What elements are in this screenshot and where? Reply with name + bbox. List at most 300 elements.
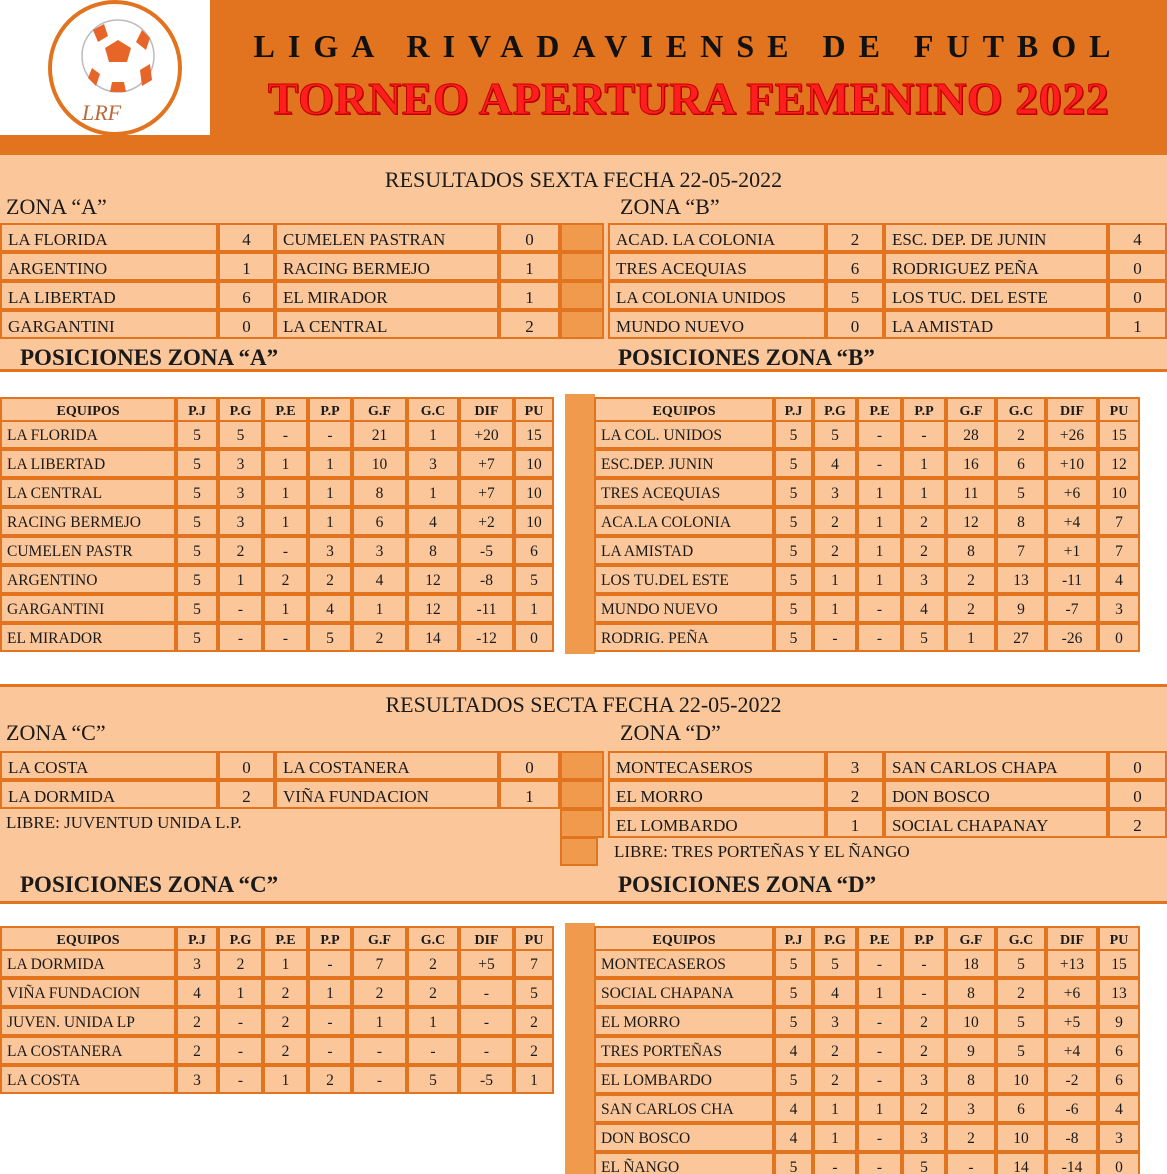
stat-cell: 1 xyxy=(857,507,902,536)
stat-cell: 1 xyxy=(407,1007,459,1036)
stat-cell: 2 xyxy=(946,565,996,594)
stat-cell: 1 xyxy=(813,1123,857,1152)
stat-cell: 12 xyxy=(407,594,459,623)
away-team: RACING BERMEJO xyxy=(275,252,499,281)
stat-cell: 14 xyxy=(996,1152,1046,1174)
team-name: LOS TU.DEL ESTE xyxy=(594,565,774,594)
stat-cell: - xyxy=(857,949,902,978)
stat-cell: 2 xyxy=(263,978,308,1007)
team-name: RACING BERMEJO xyxy=(0,507,176,536)
team-name: SAN CARLOS CHA xyxy=(594,1094,774,1123)
home-team: TRES ACEQUIAS xyxy=(608,252,826,281)
stat-cell: 4 xyxy=(774,1094,813,1123)
stat-cell: 12 xyxy=(1098,449,1140,478)
away-team: LOS TUC. DEL ESTE xyxy=(884,281,1108,310)
stat-cell: 1 xyxy=(352,1007,407,1036)
stat-cell: 1 xyxy=(857,978,902,1007)
stat-cell: 1 xyxy=(308,478,352,507)
column-header: DIF xyxy=(1046,926,1098,951)
column-header: PU xyxy=(514,926,554,951)
away-team: RODRIGUEZ PEÑA xyxy=(884,252,1108,281)
stat-cell: 4 xyxy=(813,978,857,1007)
stat-cell: -14 xyxy=(1046,1152,1098,1174)
column-header: PU xyxy=(1098,397,1140,422)
column-header: P.E xyxy=(263,397,308,422)
stat-cell: 2 xyxy=(352,978,407,1007)
stat-cell: +5 xyxy=(1046,1007,1098,1036)
stat-cell: +4 xyxy=(1046,1036,1098,1065)
stat-cell: - xyxy=(218,594,263,623)
stat-cell: 3 xyxy=(813,478,857,507)
team-name: ACA.LA COLONIA xyxy=(594,507,774,536)
stat-cell: 3 xyxy=(902,1123,946,1152)
column-header: P.G xyxy=(218,926,263,951)
stat-cell: 2 xyxy=(218,949,263,978)
home-team: EL MORRO xyxy=(608,780,826,809)
stat-cell: 5 xyxy=(514,978,554,1007)
home-team: ARGENTINO xyxy=(0,252,218,281)
stat-cell: 5 xyxy=(774,478,813,507)
stat-cell: 9 xyxy=(946,1036,996,1065)
team-name: LA COSTA xyxy=(0,1065,176,1094)
column-header: DIF xyxy=(1046,397,1098,422)
stat-cell: 1 xyxy=(514,594,554,623)
team-name: MUNDO NUEVO xyxy=(594,594,774,623)
stat-cell: - xyxy=(946,1152,996,1174)
stat-cell: +26 xyxy=(1046,420,1098,449)
stat-cell: 3 xyxy=(407,449,459,478)
stat-cell: - xyxy=(857,1036,902,1065)
stat-cell: 5 xyxy=(996,1036,1046,1065)
away-team: LA COSTANERA xyxy=(275,751,499,780)
stat-cell: 5 xyxy=(176,507,218,536)
stat-cell: +5 xyxy=(459,949,514,978)
stat-cell: 1 xyxy=(263,478,308,507)
stat-cell: 4 xyxy=(902,594,946,623)
home-team: LA COLONIA UNIDOS xyxy=(608,281,826,310)
match-row xyxy=(0,223,560,252)
stat-cell: 3 xyxy=(902,565,946,594)
stat-cell: 5 xyxy=(176,449,218,478)
stat-cell: 6 xyxy=(1098,1065,1140,1094)
stat-cell: 5 xyxy=(407,1065,459,1094)
team-name: LA COSTANERA xyxy=(0,1036,176,1065)
stat-cell: 2 xyxy=(352,623,407,652)
team-name: LA AMISTAD xyxy=(594,536,774,565)
stat-cell: 3 xyxy=(352,536,407,565)
stat-cell: 5 xyxy=(308,623,352,652)
stat-cell: 4 xyxy=(407,507,459,536)
stat-cell: 1 xyxy=(218,978,263,1007)
stat-cell: 2 xyxy=(218,536,263,565)
stat-cell: 1 xyxy=(813,1094,857,1123)
stat-cell: - xyxy=(459,1007,514,1036)
match-row xyxy=(608,252,1167,281)
match-row xyxy=(0,751,560,780)
stat-cell: - xyxy=(857,623,902,652)
stat-cell: 5 xyxy=(774,536,813,565)
stat-cell: 2 xyxy=(514,1007,554,1036)
zone-b-label: ZONA “B” xyxy=(620,194,720,219)
stat-cell: 10 xyxy=(1098,478,1140,507)
away-team: LA AMISTAD xyxy=(884,310,1108,339)
stat-cell: 3 xyxy=(813,1007,857,1036)
stat-cell: 2 xyxy=(263,1036,308,1065)
league-logo xyxy=(0,0,210,135)
stat-cell: 5 xyxy=(176,420,218,449)
standings-ab-block xyxy=(0,394,1167,656)
away-team: SOCIAL CHAPANAY xyxy=(884,809,1108,838)
league-title: LIGA RIVADAVIENSE DE FUTBOL xyxy=(253,28,1124,64)
stat-cell: 5 xyxy=(996,1007,1046,1036)
stat-cell: - xyxy=(857,420,902,449)
stat-cell: 2 xyxy=(407,978,459,1007)
home-score: 1 xyxy=(218,252,275,281)
stat-cell: -5 xyxy=(459,536,514,565)
stat-cell: 5 xyxy=(813,949,857,978)
stat-cell: 2 xyxy=(308,1065,352,1094)
stat-cell: -11 xyxy=(1046,565,1098,594)
column-header: G.C xyxy=(996,926,1046,951)
stat-cell: 2 xyxy=(176,1007,218,1036)
stat-cell: 1 xyxy=(902,449,946,478)
team-name: LA LIBERTAD xyxy=(0,449,176,478)
stat-cell: 2 xyxy=(946,1123,996,1152)
stat-cell: 6 xyxy=(514,536,554,565)
match-row xyxy=(608,751,1167,780)
stat-cell: - xyxy=(857,1152,902,1174)
team-name: GARGANTINI xyxy=(0,594,176,623)
stat-cell: 6 xyxy=(1098,1036,1140,1065)
away-score: 0 xyxy=(499,223,560,252)
stat-cell: 13 xyxy=(1098,978,1140,1007)
stat-cell: 13 xyxy=(996,565,1046,594)
stat-cell: - xyxy=(813,623,857,652)
away-score: 1 xyxy=(1108,310,1167,339)
stat-cell: +13 xyxy=(1046,949,1098,978)
stat-cell: 2 xyxy=(308,565,352,594)
stat-cell: 7 xyxy=(1098,507,1140,536)
home-team: MUNDO NUEVO xyxy=(608,310,826,339)
away-score: 2 xyxy=(1108,809,1167,838)
positions-zone-d-title: POSICIONES ZONA “D” xyxy=(618,872,877,897)
stat-cell: 12 xyxy=(407,565,459,594)
stat-cell: 2 xyxy=(176,1036,218,1065)
tournament-title: TORNEO APERTURA FEMENINO 2022 xyxy=(267,73,1110,124)
stat-cell: 9 xyxy=(996,594,1046,623)
stat-cell: 18 xyxy=(946,949,996,978)
column-header: EQUIPOS xyxy=(594,397,774,422)
home-score: 0 xyxy=(218,310,275,339)
away-score: 1 xyxy=(499,252,560,281)
stat-cell: 2 xyxy=(407,949,459,978)
stat-cell: 16 xyxy=(946,449,996,478)
team-name: LA CENTRAL xyxy=(0,478,176,507)
stat-cell: - xyxy=(308,1007,352,1036)
column-header: G.F xyxy=(352,926,407,951)
positions-zone-c-title: POSICIONES ZONA “C” xyxy=(20,872,279,897)
stat-cell: 2 xyxy=(514,1036,554,1065)
column-header: G.C xyxy=(407,397,459,422)
home-team: LA DORMIDA xyxy=(0,780,218,809)
stat-cell: 6 xyxy=(996,449,1046,478)
column-header: PU xyxy=(514,397,554,422)
stat-cell: 0 xyxy=(1098,1152,1140,1174)
stat-cell: 5 xyxy=(774,449,813,478)
column-header: P.P xyxy=(308,926,352,951)
match-row xyxy=(608,780,1167,809)
column-header: P.J xyxy=(176,926,218,951)
away-team: ESC. DEP. DE JUNIN xyxy=(884,223,1108,252)
stat-cell: 4 xyxy=(774,1036,813,1065)
stat-cell: 10 xyxy=(352,449,407,478)
stat-cell: - xyxy=(407,1036,459,1065)
stat-cell: 5 xyxy=(774,1152,813,1174)
stat-cell: 5 xyxy=(176,623,218,652)
away-score: 1 xyxy=(499,780,560,809)
stat-cell: - xyxy=(857,1123,902,1152)
stat-cell: 3 xyxy=(1098,594,1140,623)
stat-cell: 1 xyxy=(407,420,459,449)
stat-cell: 5 xyxy=(774,420,813,449)
home-score: 6 xyxy=(218,281,275,310)
stat-cell: 1 xyxy=(308,978,352,1007)
team-name: LA COL. UNIDOS xyxy=(594,420,774,449)
stat-cell: - xyxy=(308,420,352,449)
stat-cell: 4 xyxy=(1098,565,1140,594)
stat-cell: 10 xyxy=(514,478,554,507)
stat-cell: 1 xyxy=(902,478,946,507)
stat-cell: 7 xyxy=(1098,536,1140,565)
page-header xyxy=(0,0,1167,152)
home-score: 2 xyxy=(218,780,275,809)
stat-cell: 3 xyxy=(176,1065,218,1094)
stat-cell: 4 xyxy=(1098,1094,1140,1123)
stat-cell: +7 xyxy=(459,478,514,507)
stat-cell: 1 xyxy=(263,1065,308,1094)
stat-cell: 2 xyxy=(813,1036,857,1065)
stat-cell: - xyxy=(857,1065,902,1094)
stat-cell: 27 xyxy=(996,623,1046,652)
away-score: 0 xyxy=(1108,252,1167,281)
stat-cell: 4 xyxy=(176,978,218,1007)
stat-cell: 3 xyxy=(1098,1123,1140,1152)
stat-cell: -8 xyxy=(1046,1123,1098,1152)
stat-cell: 5 xyxy=(996,949,1046,978)
stat-cell: 10 xyxy=(514,507,554,536)
stat-cell: 15 xyxy=(1098,420,1140,449)
away-score: 4 xyxy=(1108,223,1167,252)
away-team: VIÑA FUNDACION xyxy=(275,780,499,809)
team-name: VIÑA FUNDACION xyxy=(0,978,176,1007)
stat-cell: +20 xyxy=(459,420,514,449)
stat-cell: - xyxy=(857,449,902,478)
stat-cell: 5 xyxy=(774,978,813,1007)
zone-c-libre: LIBRE: JUVENTUD UNIDA L.P. xyxy=(6,813,242,832)
team-name: MONTECASEROS xyxy=(594,949,774,978)
stat-cell: +6 xyxy=(1046,478,1098,507)
column-header: P.J xyxy=(774,926,813,951)
home-team: LA LIBERTAD xyxy=(0,281,218,310)
stat-cell: - xyxy=(263,623,308,652)
column-header: G.F xyxy=(946,397,996,422)
stat-cell: - xyxy=(352,1065,407,1094)
stat-cell: 0 xyxy=(1098,623,1140,652)
match-row xyxy=(608,281,1167,310)
stat-cell: 3 xyxy=(218,507,263,536)
column-header: G.F xyxy=(352,397,407,422)
stat-cell: 2 xyxy=(902,507,946,536)
column-header: P.J xyxy=(176,397,218,422)
stat-cell: 2 xyxy=(946,594,996,623)
stat-cell: 5 xyxy=(996,478,1046,507)
match-row xyxy=(608,223,1167,252)
column-header: P.P xyxy=(902,397,946,422)
stat-cell: - xyxy=(902,978,946,1007)
column-header: P.E xyxy=(263,926,308,951)
stat-cell: 5 xyxy=(813,420,857,449)
stat-cell: 1 xyxy=(857,536,902,565)
stat-cell: 2 xyxy=(813,1065,857,1094)
stat-cell: 2 xyxy=(902,1036,946,1065)
stat-cell: 10 xyxy=(946,1007,996,1036)
team-name: LA FLORIDA xyxy=(0,420,176,449)
stat-cell: 3 xyxy=(218,478,263,507)
team-name: EL ÑANGO xyxy=(594,1152,774,1174)
results-cd-title: RESULTADOS SECTA FECHA 22-05-2022 xyxy=(385,692,782,717)
stat-cell: 5 xyxy=(774,507,813,536)
stat-cell: 7 xyxy=(514,949,554,978)
home-score: 4 xyxy=(218,223,275,252)
stat-cell: +6 xyxy=(1046,978,1098,1007)
stat-cell: 1 xyxy=(514,1065,554,1094)
home-team: LA COSTA xyxy=(0,751,218,780)
team-name: ESC.DEP. JUNIN xyxy=(594,449,774,478)
stat-cell: 5 xyxy=(176,594,218,623)
stat-cell: - xyxy=(308,1036,352,1065)
stat-cell: 5 xyxy=(902,1152,946,1174)
stat-cell: +4 xyxy=(1046,507,1098,536)
team-name: SOCIAL CHAPANA xyxy=(594,978,774,1007)
stat-cell: 7 xyxy=(352,949,407,978)
stat-cell: 12 xyxy=(946,507,996,536)
stat-cell: 8 xyxy=(996,507,1046,536)
team-name: LA DORMIDA xyxy=(0,949,176,978)
column-header: EQUIPOS xyxy=(0,926,176,951)
stat-cell: 2 xyxy=(263,565,308,594)
stat-cell: 1 xyxy=(263,594,308,623)
team-name: RODRIG. PEÑA xyxy=(594,623,774,652)
stat-cell: - xyxy=(263,536,308,565)
stat-cell: 1 xyxy=(857,565,902,594)
column-header: P.G xyxy=(218,397,263,422)
stat-cell: -5 xyxy=(459,1065,514,1094)
stat-cell: +2 xyxy=(459,507,514,536)
stat-cell: 1 xyxy=(263,507,308,536)
stat-cell: 1 xyxy=(263,449,308,478)
stat-cell: 4 xyxy=(308,594,352,623)
column-header: G.F xyxy=(946,926,996,951)
away-team: EL MIRADOR xyxy=(275,281,499,310)
stat-cell: 6 xyxy=(996,1094,1046,1123)
home-team: ACAD. LA COLONIA xyxy=(608,223,826,252)
stat-cell: 1 xyxy=(946,623,996,652)
column-header: PU xyxy=(1098,926,1140,951)
stat-cell: 15 xyxy=(1098,949,1140,978)
stat-cell: 5 xyxy=(774,949,813,978)
stat-cell: 1 xyxy=(352,594,407,623)
stat-cell: - xyxy=(813,1152,857,1174)
stat-cell: +1 xyxy=(1046,536,1098,565)
stat-cell: 5 xyxy=(774,623,813,652)
stat-cell: 7 xyxy=(996,536,1046,565)
positions-zone-a-title: POSICIONES ZONA “A” xyxy=(20,345,279,370)
stat-cell: -2 xyxy=(1046,1065,1098,1094)
away-score: 0 xyxy=(499,751,560,780)
team-name: EL MIRADOR xyxy=(0,623,176,652)
stat-cell: 2 xyxy=(813,507,857,536)
stat-cell: 1 xyxy=(857,1094,902,1123)
stat-cell: 15 xyxy=(514,420,554,449)
stat-cell: - xyxy=(352,1036,407,1065)
away-team: DON BOSCO xyxy=(884,780,1108,809)
stat-cell: - xyxy=(857,594,902,623)
stat-cell: 1 xyxy=(218,565,263,594)
stat-cell: +7 xyxy=(459,449,514,478)
column-header: P.E xyxy=(857,926,902,951)
stat-cell: - xyxy=(218,1036,263,1065)
stat-cell: -7 xyxy=(1046,594,1098,623)
team-name: TRES ACEQUIAS xyxy=(594,478,774,507)
stat-cell: 2 xyxy=(902,536,946,565)
stat-cell: - xyxy=(263,420,308,449)
column-header: EQUIPOS xyxy=(0,397,176,422)
column-header: G.C xyxy=(996,397,1046,422)
stat-cell: - xyxy=(459,1036,514,1065)
away-score: 0 xyxy=(1108,780,1167,809)
match-row xyxy=(608,809,1167,838)
stat-cell: 3 xyxy=(308,536,352,565)
stat-cell: - xyxy=(218,623,263,652)
stat-cell: 1 xyxy=(308,449,352,478)
stat-cell: 6 xyxy=(352,507,407,536)
stat-cell: 5 xyxy=(774,1007,813,1036)
home-score: 6 xyxy=(826,252,884,281)
team-name: CUMELEN PASTR xyxy=(0,536,176,565)
match-row xyxy=(608,310,1167,339)
stat-cell: - xyxy=(308,949,352,978)
stat-cell: 5 xyxy=(176,536,218,565)
stat-cell: 1 xyxy=(813,565,857,594)
zone-a-label: ZONA “A” xyxy=(6,194,107,219)
stat-cell: 5 xyxy=(218,420,263,449)
stat-cell: 4 xyxy=(813,449,857,478)
home-score: 2 xyxy=(826,223,884,252)
stat-cell: 8 xyxy=(946,536,996,565)
stat-cell: 2 xyxy=(996,978,1046,1007)
stat-cell: - xyxy=(218,1065,263,1094)
stat-cell: - xyxy=(459,978,514,1007)
stat-cell: 10 xyxy=(996,1065,1046,1094)
home-team: GARGANTINI xyxy=(0,310,218,339)
zone-c-label: ZONA “C” xyxy=(6,720,106,745)
column-header: P.J xyxy=(774,397,813,422)
stat-cell: 5 xyxy=(774,594,813,623)
column-header: P.E xyxy=(857,397,902,422)
home-team: EL LOMBARDO xyxy=(608,809,826,838)
logo-text: LRF xyxy=(82,100,122,125)
stat-cell: 8 xyxy=(946,978,996,1007)
